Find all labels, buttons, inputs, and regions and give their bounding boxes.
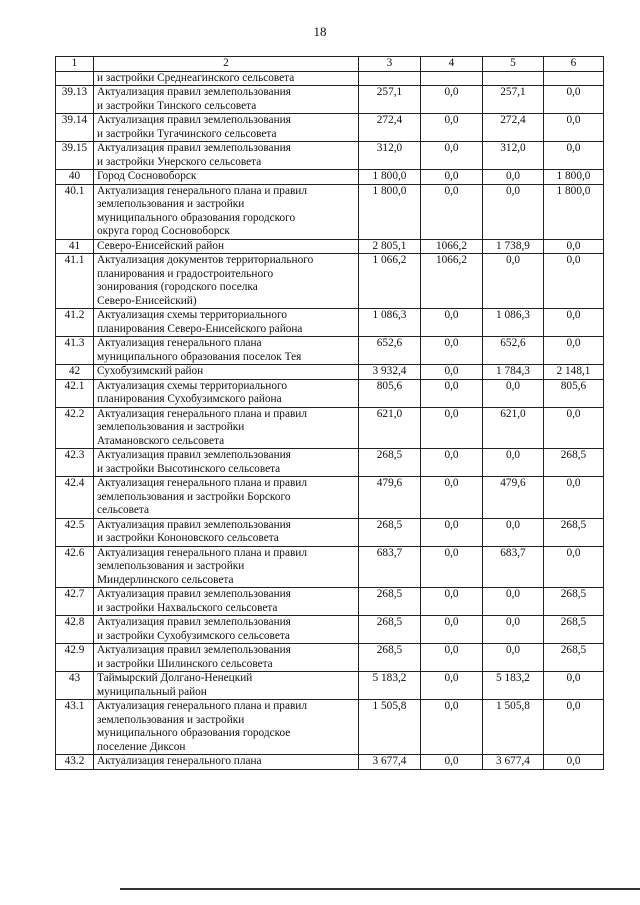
table-row bbox=[56, 337, 604, 365]
year-2024-cell: 0,0 bbox=[544, 700, 604, 755]
year-2024-cell: 0,0 bbox=[544, 755, 604, 770]
total-cell: 1 086,3 bbox=[359, 309, 421, 337]
row-name-cell: Актуализация правил землепользования и застройки Сухобузимского сельсовета bbox=[94, 616, 359, 644]
row-name-cell: Актуализация правил землепользования и застройки Кононовского сельсовета bbox=[94, 518, 359, 546]
row-number-cell: 41 bbox=[56, 239, 94, 254]
year-2023-cell: 0,0 bbox=[483, 254, 544, 309]
year-2024-cell: 268,5 bbox=[544, 644, 604, 672]
row-number-cell: 42.2 bbox=[56, 407, 94, 449]
table-row bbox=[56, 546, 604, 588]
row-name-cell: Северо-Енисейский район bbox=[94, 239, 359, 254]
year-2022-cell: 0,0 bbox=[421, 477, 483, 519]
year-2024-cell: 0,0 bbox=[544, 337, 604, 365]
row-name-cell: Актуализация правил землепользования и застройки Тугачинского сельсовета bbox=[94, 114, 359, 142]
column-header: 6 bbox=[544, 57, 604, 72]
year-2024-cell: 0,0 bbox=[544, 254, 604, 309]
table-row bbox=[56, 644, 604, 672]
year-2022-cell: 0,0 bbox=[421, 184, 483, 239]
year-2022-cell: 0,0 bbox=[421, 309, 483, 337]
column-header: 4 bbox=[421, 57, 483, 72]
year-2023-cell: 1 505,8 bbox=[483, 700, 544, 755]
year-2022-cell: 0,0 bbox=[421, 449, 483, 477]
year-2023-cell: 621,0 bbox=[483, 407, 544, 449]
total-cell: 805,6 bbox=[359, 379, 421, 407]
year-2023-cell: 272,4 bbox=[483, 114, 544, 142]
year-2024-cell: 0,0 bbox=[544, 142, 604, 170]
year-2024-cell: 0,0 bbox=[544, 239, 604, 254]
year-2022-cell: 0,0 bbox=[421, 518, 483, 546]
year-2022-cell: 0,0 bbox=[421, 407, 483, 449]
total-cell: 268,5 bbox=[359, 449, 421, 477]
row-name-cell: Актуализация генерального плана и правил землепользования и застройки Борского сельсовета bbox=[94, 477, 359, 519]
row-name-cell: и застройки Среднеагинского сельсовета bbox=[94, 71, 359, 86]
row-number-cell: 42.4 bbox=[56, 477, 94, 519]
year-2022-cell: 0,0 bbox=[421, 700, 483, 755]
total-cell bbox=[359, 71, 421, 86]
year-2023-cell: 1 784,3 bbox=[483, 365, 544, 380]
table-row bbox=[56, 71, 604, 86]
total-cell: 268,5 bbox=[359, 518, 421, 546]
total-cell: 272,4 bbox=[359, 114, 421, 142]
year-2023-cell: 3 677,4 bbox=[483, 755, 544, 770]
table-row bbox=[56, 239, 604, 254]
year-2022-cell: 0,0 bbox=[421, 379, 483, 407]
year-2022-cell: 0,0 bbox=[421, 337, 483, 365]
row-number-cell: 43.1 bbox=[56, 700, 94, 755]
row-number-cell: 42.1 bbox=[56, 379, 94, 407]
row-name-cell: Актуализация генерального плана и правил землепользования и застройки муниципального образования городское поселение Диксон bbox=[94, 700, 359, 755]
total-cell: 1 066,2 bbox=[359, 254, 421, 309]
total-cell: 479,6 bbox=[359, 477, 421, 519]
total-cell: 268,5 bbox=[359, 644, 421, 672]
row-name-cell: Актуализация правил землепользования и застройки Нахвальского сельсовета bbox=[94, 588, 359, 616]
year-2023-cell bbox=[483, 71, 544, 86]
row-number-cell: 41.3 bbox=[56, 337, 94, 365]
table-row bbox=[56, 588, 604, 616]
table-row bbox=[56, 672, 604, 700]
row-name-cell: Актуализация генерального плана и правил землепользования и застройки Атамановского сельсовета bbox=[94, 407, 359, 449]
table-row bbox=[56, 254, 604, 309]
year-2023-cell: 0,0 bbox=[483, 379, 544, 407]
year-2023-cell: 652,6 bbox=[483, 337, 544, 365]
year-2024-cell: 268,5 bbox=[544, 616, 604, 644]
year-2022-cell bbox=[421, 71, 483, 86]
row-number-cell: 39.14 bbox=[56, 114, 94, 142]
row-name-cell: Актуализация генерального плана и правил землепользования и застройки Миндерлинского сельсовета bbox=[94, 546, 359, 588]
year-2023-cell: 1 738,9 bbox=[483, 239, 544, 254]
row-name-cell: Актуализация генерального плана и правил землепользования и застройки муниципального образования городского округа город Сосновоборск bbox=[94, 184, 359, 239]
row-name-cell: Актуализация правил землепользования и застройки Высотинского сельсовета bbox=[94, 449, 359, 477]
table-row bbox=[56, 700, 604, 755]
year-2023-cell: 0,0 bbox=[483, 644, 544, 672]
row-name-cell: Город Сосновоборск bbox=[94, 170, 359, 185]
row-number-cell: 42.8 bbox=[56, 616, 94, 644]
row-number-cell: 39.15 bbox=[56, 142, 94, 170]
total-cell: 2 805,1 bbox=[359, 239, 421, 254]
table-row bbox=[56, 407, 604, 449]
year-2023-cell: 0,0 bbox=[483, 170, 544, 185]
scan-edge-line bbox=[120, 888, 640, 890]
year-2024-cell: 1 800,0 bbox=[544, 184, 604, 239]
table-row bbox=[56, 142, 604, 170]
year-2024-cell: 268,5 bbox=[544, 588, 604, 616]
year-2024-cell: 0,0 bbox=[544, 114, 604, 142]
year-2024-cell: 0,0 bbox=[544, 309, 604, 337]
total-cell: 268,5 bbox=[359, 616, 421, 644]
year-2023-cell: 1 086,3 bbox=[483, 309, 544, 337]
row-number-cell: 39.13 bbox=[56, 86, 94, 114]
year-2022-cell: 0,0 bbox=[421, 170, 483, 185]
row-name-cell: Актуализация документов территориального планирования и градостроительного зонирования (городского поселка Северо-Енисейский) bbox=[94, 254, 359, 309]
row-number-cell: 40 bbox=[56, 170, 94, 185]
year-2023-cell: 0,0 bbox=[483, 588, 544, 616]
table-row bbox=[56, 379, 604, 407]
year-2024-cell: 0,0 bbox=[544, 86, 604, 114]
table-row bbox=[56, 365, 604, 380]
year-2022-cell: 1066,2 bbox=[421, 239, 483, 254]
year-2022-cell: 0,0 bbox=[421, 114, 483, 142]
row-name-cell: Актуализация генерального плана bbox=[94, 755, 359, 770]
year-2023-cell: 312,0 bbox=[483, 142, 544, 170]
column-header: 3 bbox=[359, 57, 421, 72]
year-2023-cell: 0,0 bbox=[483, 518, 544, 546]
year-2023-cell: 0,0 bbox=[483, 616, 544, 644]
table-row bbox=[56, 86, 604, 114]
year-2024-cell: 0,0 bbox=[544, 477, 604, 519]
year-2024-cell bbox=[544, 71, 604, 86]
year-2022-cell: 0,0 bbox=[421, 588, 483, 616]
table-row bbox=[56, 449, 604, 477]
table-row bbox=[56, 477, 604, 519]
page-number: 18 bbox=[313, 24, 327, 39]
total-cell: 5 183,2 bbox=[359, 672, 421, 700]
year-2024-cell: 1 800,0 bbox=[544, 170, 604, 185]
year-2022-cell: 0,0 bbox=[421, 616, 483, 644]
row-name-cell: Актуализация правил землепользования и застройки Шилинского сельсовета bbox=[94, 644, 359, 672]
total-cell: 1 800,0 bbox=[359, 184, 421, 239]
year-2024-cell: 0,0 bbox=[544, 407, 604, 449]
year-2022-cell: 0,0 bbox=[421, 672, 483, 700]
column-header: 1 bbox=[56, 57, 94, 72]
year-2023-cell: 5 183,2 bbox=[483, 672, 544, 700]
row-number-cell: 41.1 bbox=[56, 254, 94, 309]
row-number-cell: 42.9 bbox=[56, 644, 94, 672]
row-number-cell: 43 bbox=[56, 672, 94, 700]
year-2023-cell: 683,7 bbox=[483, 546, 544, 588]
total-cell: 268,5 bbox=[359, 588, 421, 616]
total-cell: 683,7 bbox=[359, 546, 421, 588]
year-2024-cell: 2 148,1 bbox=[544, 365, 604, 380]
total-cell: 312,0 bbox=[359, 142, 421, 170]
year-2024-cell: 0,0 bbox=[544, 546, 604, 588]
table-row bbox=[56, 755, 604, 770]
year-2023-cell: 257,1 bbox=[483, 86, 544, 114]
total-cell: 621,0 bbox=[359, 407, 421, 449]
table-body bbox=[56, 71, 604, 769]
row-name-cell: Актуализация схемы территориального планирования Северо-Енисейского района bbox=[94, 309, 359, 337]
total-cell: 3 932,4 bbox=[359, 365, 421, 380]
row-number-cell: 43.2 bbox=[56, 755, 94, 770]
budget-table bbox=[55, 56, 604, 770]
year-2024-cell: 268,5 bbox=[544, 449, 604, 477]
year-2022-cell: 0,0 bbox=[421, 755, 483, 770]
year-2022-cell: 0,0 bbox=[421, 365, 483, 380]
year-2022-cell: 0,0 bbox=[421, 142, 483, 170]
table-header-row bbox=[56, 57, 604, 72]
table-row bbox=[56, 184, 604, 239]
year-2022-cell: 0,0 bbox=[421, 644, 483, 672]
total-cell: 257,1 bbox=[359, 86, 421, 114]
year-2023-cell: 0,0 bbox=[483, 184, 544, 239]
row-number-cell: 42.7 bbox=[56, 588, 94, 616]
year-2024-cell: 268,5 bbox=[544, 518, 604, 546]
row-number-cell: 41.2 bbox=[56, 309, 94, 337]
row-name-cell: Актуализация схемы территориального планирования Сухобузимского района bbox=[94, 379, 359, 407]
table-row bbox=[56, 170, 604, 185]
row-name-cell: Актуализация правил землепользования и застройки Тинского сельсовета bbox=[94, 86, 359, 114]
year-2023-cell: 479,6 bbox=[483, 477, 544, 519]
column-header: 5 bbox=[483, 57, 544, 72]
total-cell: 1 505,8 bbox=[359, 700, 421, 755]
column-header: 2 bbox=[94, 57, 359, 72]
table-row bbox=[56, 309, 604, 337]
year-2022-cell: 1066,2 bbox=[421, 254, 483, 309]
year-2023-cell: 0,0 bbox=[483, 449, 544, 477]
row-number-cell bbox=[56, 71, 94, 86]
year-2022-cell: 0,0 bbox=[421, 86, 483, 114]
year-2024-cell: 805,6 bbox=[544, 379, 604, 407]
row-name-cell: Таймырский Долгано-Ненецкий муниципальный район bbox=[94, 672, 359, 700]
row-name-cell: Сухобузимский район bbox=[94, 365, 359, 380]
row-name-cell: Актуализация правил землепользования и застройки Унерского сельсовета bbox=[94, 142, 359, 170]
row-number-cell: 42.3 bbox=[56, 449, 94, 477]
table-row bbox=[56, 114, 604, 142]
row-number-cell: 40.1 bbox=[56, 184, 94, 239]
year-2024-cell: 0,0 bbox=[544, 672, 604, 700]
table-row bbox=[56, 616, 604, 644]
row-number-cell: 42.5 bbox=[56, 518, 94, 546]
total-cell: 1 800,0 bbox=[359, 170, 421, 185]
table-row bbox=[56, 518, 604, 546]
row-number-cell: 42 bbox=[56, 365, 94, 380]
row-number-cell: 42.6 bbox=[56, 546, 94, 588]
row-name-cell: Актуализация генерального плана муниципального образования поселок Тея bbox=[94, 337, 359, 365]
total-cell: 3 677,4 bbox=[359, 755, 421, 770]
year-2022-cell: 0,0 bbox=[421, 546, 483, 588]
total-cell: 652,6 bbox=[359, 337, 421, 365]
